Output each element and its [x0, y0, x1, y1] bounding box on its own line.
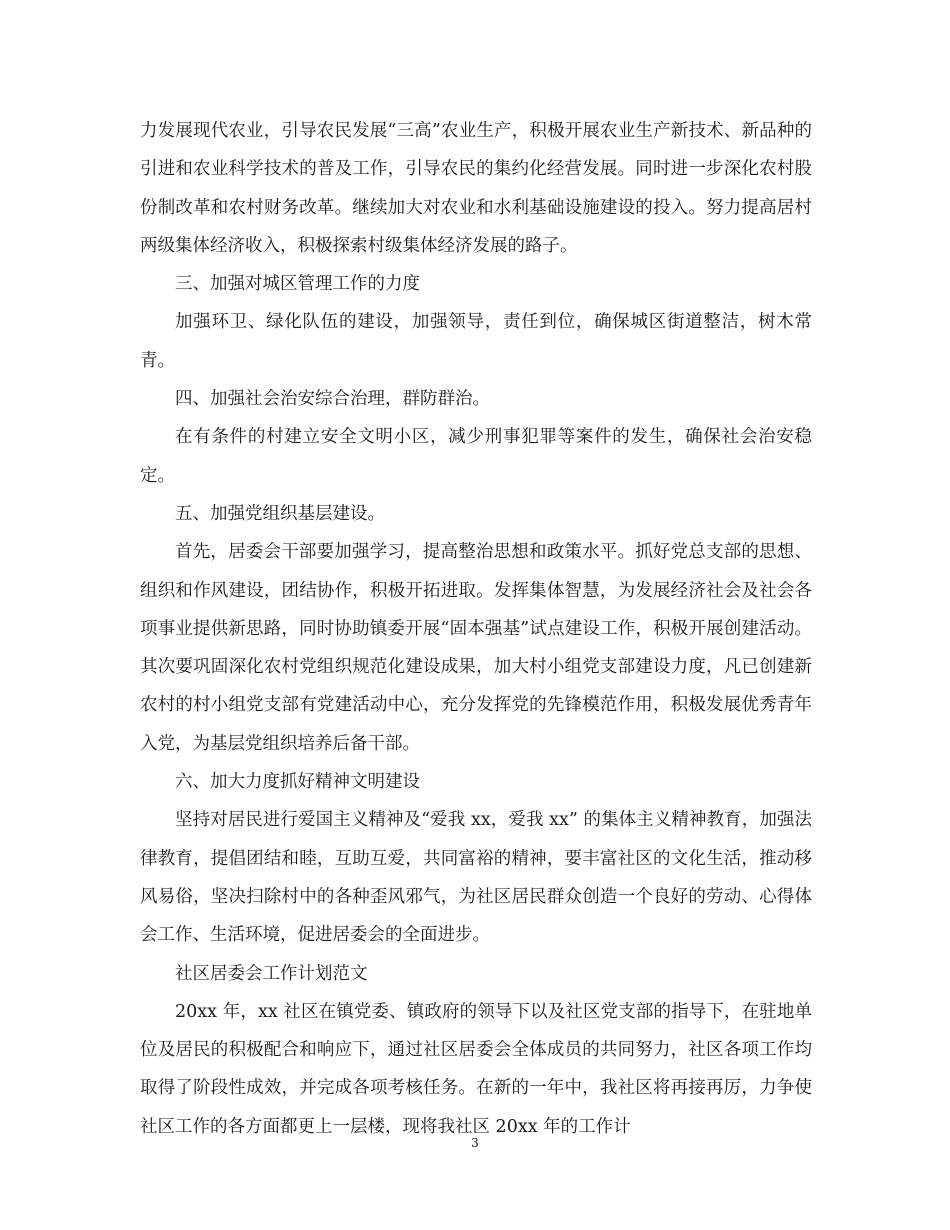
paragraph-patriotic-education: 坚持对居民进行爱国主义精神及“爱我 xx，爱我 xx” 的集体主义精神教育，加强法律教育，提倡团结和睦，互助互爱，共同富裕的精神，要丰富社区的文化生活，推动移风易俗，坚决扫除村中的各种歪风邪气，为社区居民群众创造一个良好的劳动、心得体会工作、生活环境，促进居委会的全面进步。 [140, 810, 812, 946]
paragraph-safe-communities: 在有条件的村建立安全文明小区，减少刑事犯罪等案件的发生，确保社会治安稳定。 [140, 427, 812, 486]
heading-public-security: 四、加强社会治安综合治理，群防群治。 [175, 389, 490, 410]
paragraph-sanitation-greening: 加强环卫、绿化队伍的建设，加强领导，责任到位，确保城区街道整洁，树木常青。 [140, 312, 812, 371]
heading-urban-management: 三、加强对城区管理工作的力度 [175, 274, 420, 295]
document-body [140, 112, 812, 1146]
page-number: 3 [471, 1136, 479, 1150]
paragraph-agriculture-continued: 力发展现代农业，引导农民发展“三高”农业生产，积极开展农业生产新技术、新品种的引进和农业科学技术的普及工作，引导农民的集约化经营发展。同时进一步深化农村股份制改革和农村财务改革。继续加大对农业和水利基础设施建设的投入。努力提高居村两级集体经济收入，积极探索村级集体经济发展的路子。 [140, 121, 812, 256]
paragraph-party-building: 首先，居委会干部要加强学习，提高整治思想和政策水平。抓好党总支部的思想、组织和作风建设，团结协作，积极开拓进取。发挥集体智慧，为发展经济社会及社会各项事业提供新思路，同时协助镇委开展“固本强基”试点建设工作，积极开展创建活动。其次要巩固深化农村党组织规范化建设成果，加大村小组党支部建设力度，凡已创建新农村的村小组党支部有党建活动中心，充分发挥党的先锋模范作用，积极发展优秀青年入党，为基层党组织培养后备干部。 [140, 542, 812, 754]
paragraph-annual-review: 20xx 年，xx 社区在镇党委、镇政府的领导下以及社区党支部的指导下，在驻地单位及居民的积极配合和响应下，通过社区居委会全体成员的共同努力，社区各项工作均取得了阶段性成效，并完成各项考核任务。在新的一年中，我社区将再接再厉，力争使社区工作的各方面都更上一层楼，现将我社区 20xx 年的工作计 [140, 1001, 812, 1137]
heading-work-plan-sample: 社区居委会工作计划范文 [175, 963, 368, 984]
heading-spiritual-civilization: 六、加大力度抓好精神文明建设 [175, 772, 420, 793]
heading-party-organization: 五、加强党组织基层建设。 [175, 503, 385, 524]
